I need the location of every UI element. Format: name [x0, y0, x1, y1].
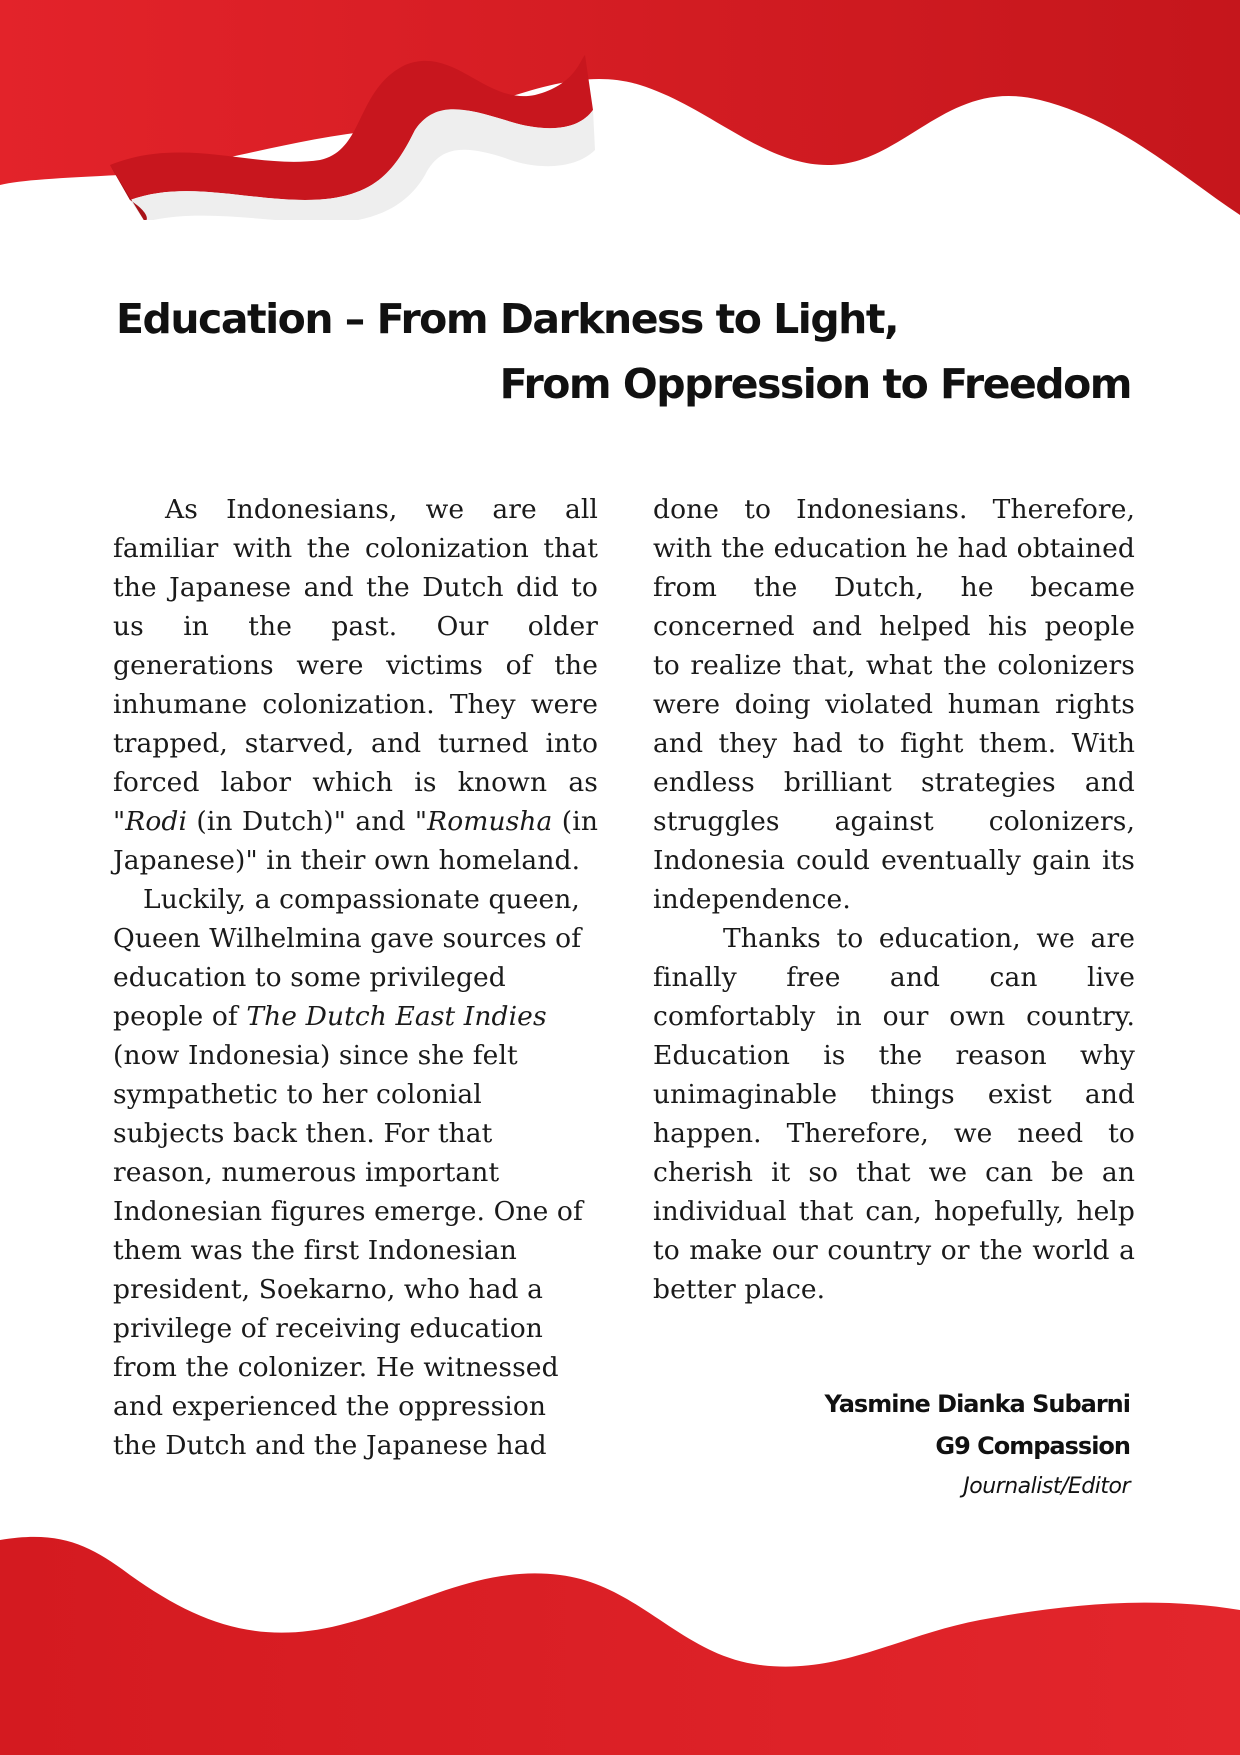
article-column-left	[113, 490, 598, 1465]
indonesian-flag-ribbon	[105, 50, 605, 220]
paragraph-3: Thanks to education, we are finally free and can live comfortably in our own country. Education is the reason why unimaginable things exist and happen. Therefore, we need to cherish it so that we can be an individual that can, hopefully, help to make our country or the world a better place.	[653, 923, 1135, 1305]
article-title-line-2: From Oppression to Freedom	[499, 360, 1131, 408]
article-column-right	[653, 490, 1135, 1309]
paragraph-2-continued: done to Indonesians. Therefore, with the education he had obtained from the Dutch, he became concerned and helped his people to realize that, what the colonizers were doing violated human rights and they had to fight them. With endless brilliant strategies and struggles against colonizers, Indonesia could eventually gain its independence.	[653, 494, 1135, 915]
article-title-line-1: Education – From Darkness to Light,	[116, 295, 899, 343]
author-name: Yasmine Dianka Subarni	[824, 1390, 1130, 1418]
paragraph-2: Luckily, a compassionate queen, Queen Wilhelmina gave sources of education to some privileged people of The Dutch East Indies (now Indonesia) since she felt sympathetic to her colonial subjects back then. For that reason, numerous important Indonesian figures emerge. One of them was the first Indonesian president, Soekarno, who had a privilege of receiving education from the colonizer. He witnessed and experienced the oppression the Dutch and the Japanese had	[113, 884, 583, 1461]
author-class: G9 Compassion	[935, 1432, 1130, 1460]
bottom-red-wave	[0, 1515, 1240, 1755]
paragraph-1: As Indonesians, we are all familiar with the colonization that the Japanese and the Dutch did to us in the past. Our older generations were victims of the inhumane colonization. They were trapped, starved, and turned into forced labor which is known as "Rodi (in Dutch)" and "Romusha (in Japanese)" in their own homeland.	[113, 494, 598, 876]
author-role: Journalist/Editor	[963, 1474, 1130, 1499]
